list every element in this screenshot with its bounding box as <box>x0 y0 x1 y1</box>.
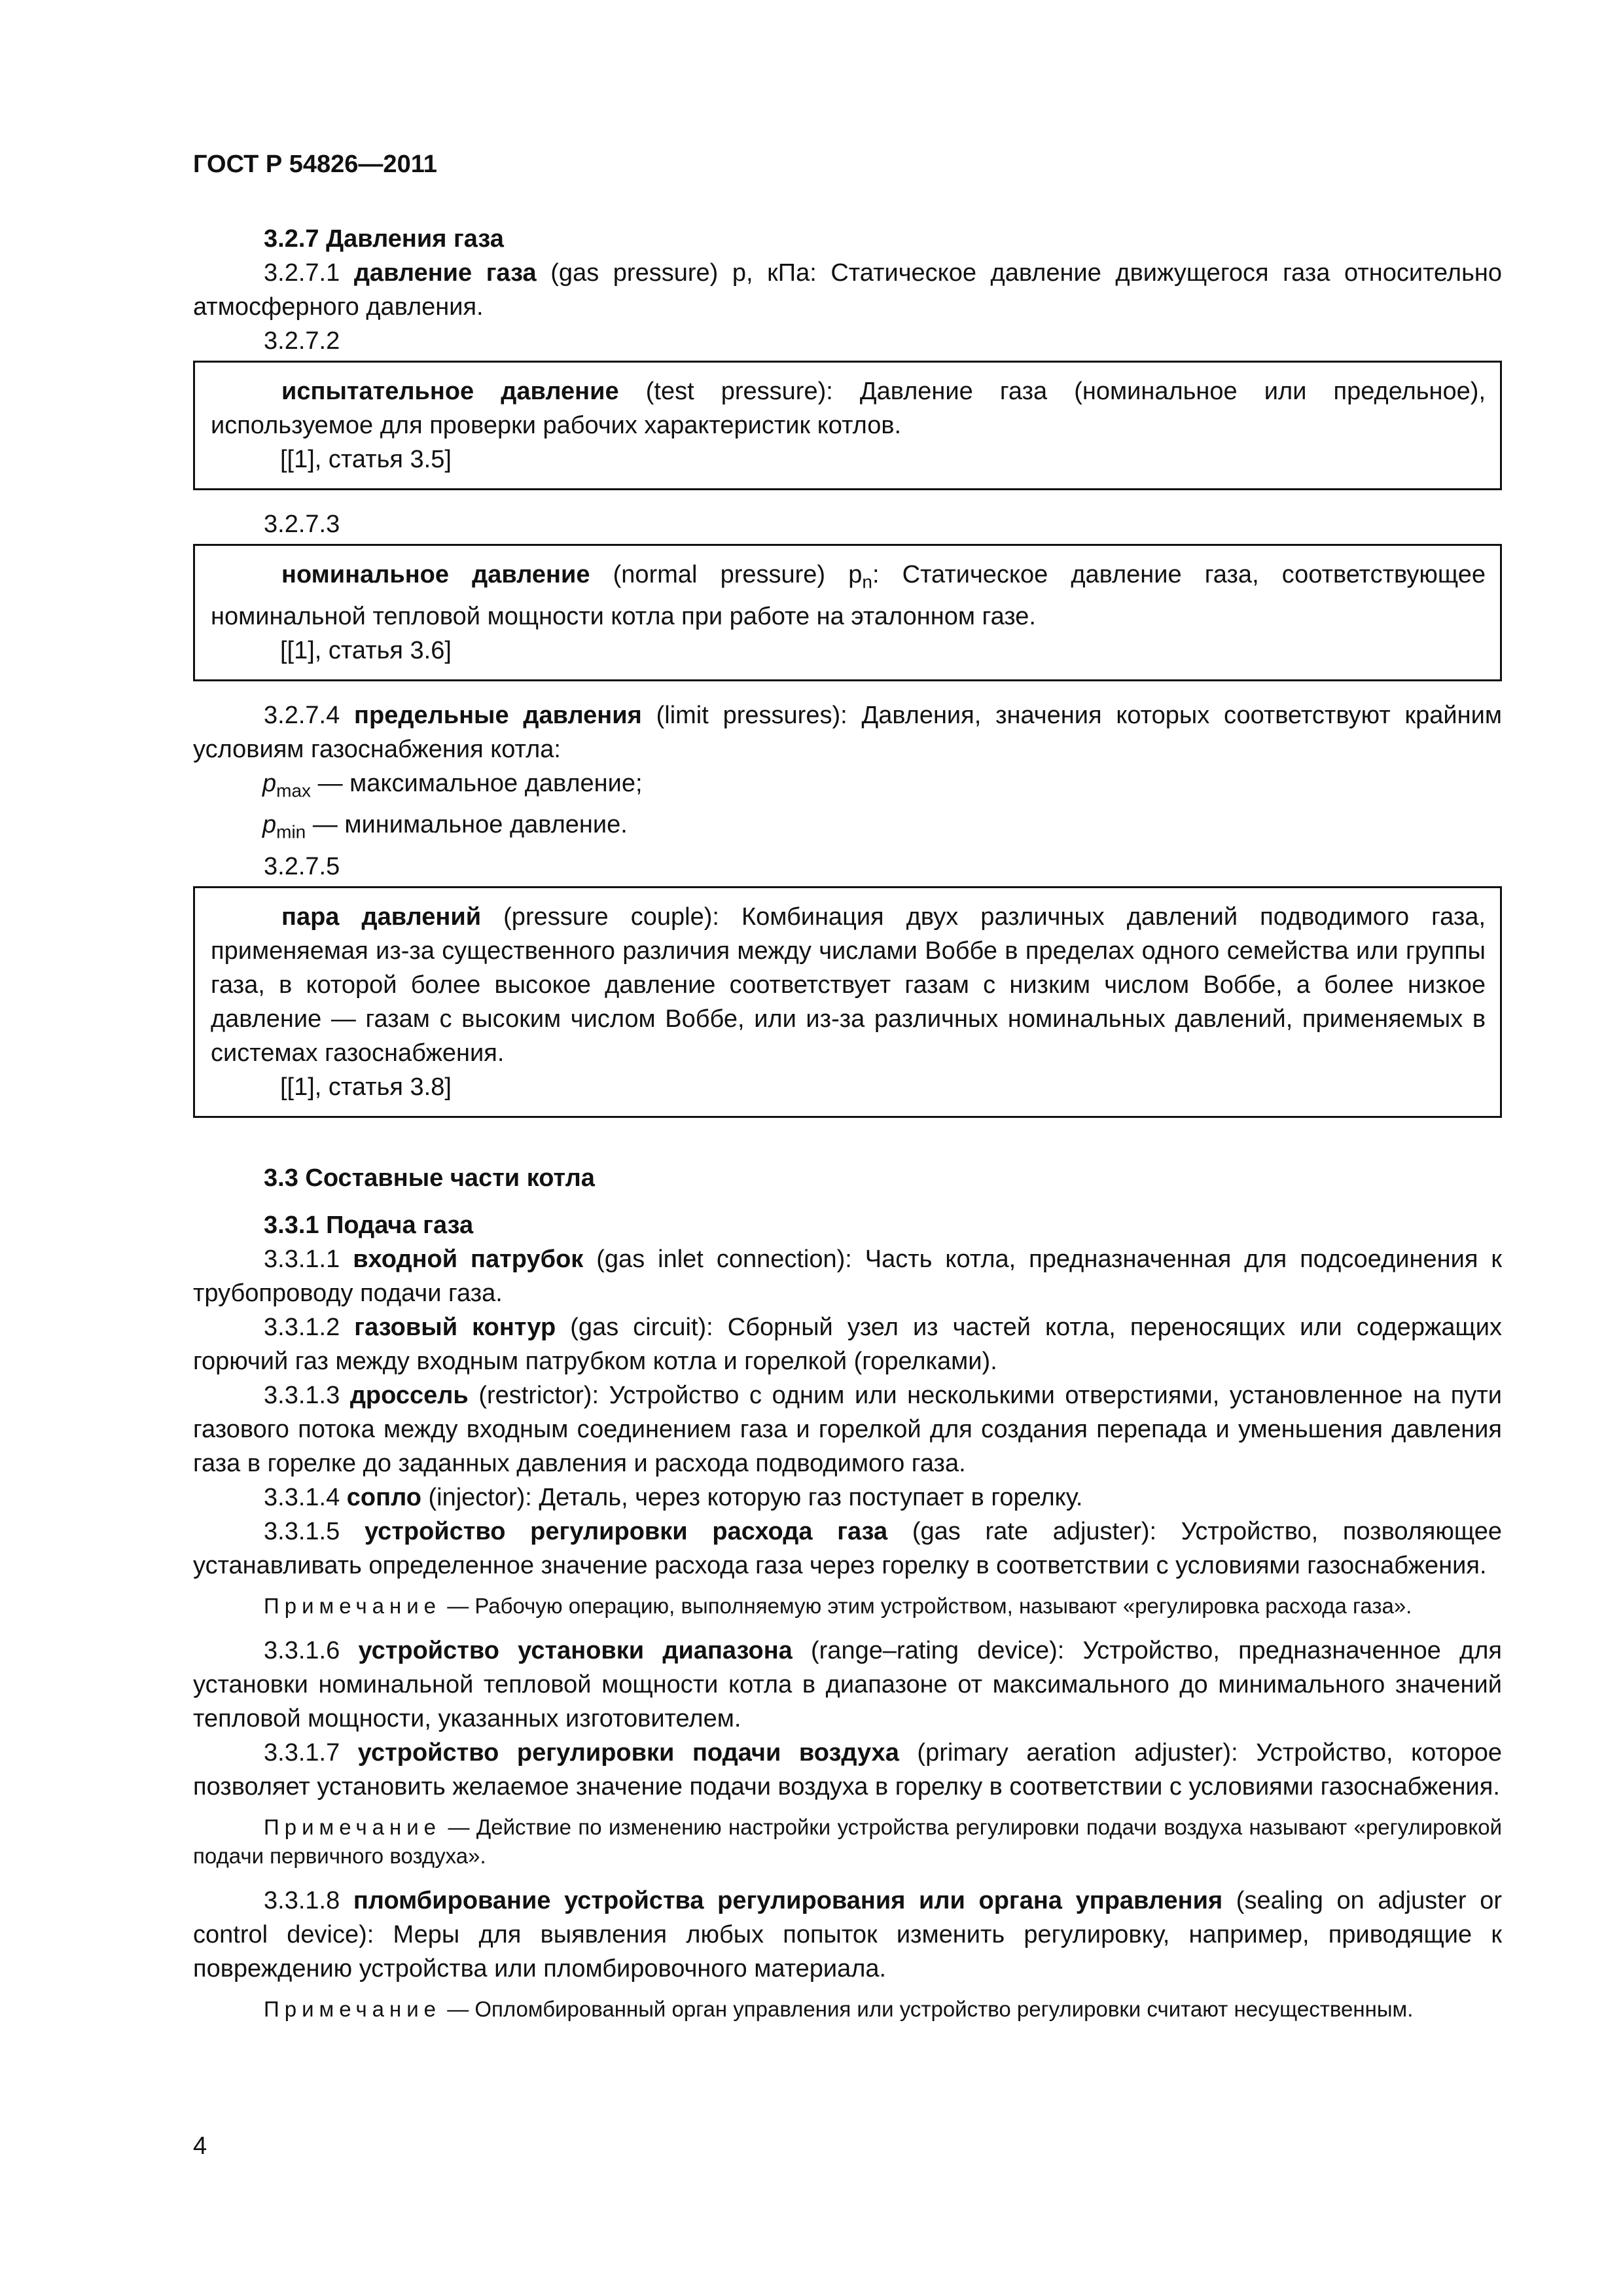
term-name: устройство установки диапазона <box>358 1636 793 1664</box>
note-text: — Опломбированный орган управления или устройство регулировки считают несущественным. <box>447 1996 1414 2021</box>
term-box-3-2-7-3 <box>193 544 1502 681</box>
term-name: предельные давления <box>354 701 642 729</box>
term-number: 3.2.7.1 <box>264 259 340 287</box>
term-definition: (range–rating device): Устройство, предназначенное для установки номинальной тепловой мощности котла в диапазоне от максимального до минимального значений тепловой мощности, указанных изготовителем. <box>193 1636 1502 1732</box>
term-3-3-1-1 <box>193 1242 1502 1310</box>
term-name: устройство регулировки подачи воздуха <box>357 1738 899 1767</box>
term-text <box>211 558 1486 634</box>
term-name: газовый контур <box>354 1313 556 1341</box>
term-name: номинальное давление <box>281 561 590 588</box>
term-number: 3.3.1.2 <box>264 1313 340 1341</box>
term-definition-a: (normal pressure) p <box>613 561 863 588</box>
pmax-text: — максимальное давление; <box>317 769 643 797</box>
term-number: 3.3.1.8 <box>264 1886 340 1914</box>
term-name: входной патрубок <box>353 1245 584 1273</box>
term-3-3-1-8 <box>193 1884 1502 1986</box>
term-definition: (limit pressures): Давления, значения которых соответствуют крайним условиям газоснабжения котла: <box>193 701 1502 763</box>
term-definition-b: : Статическое давление газа, соответствующее номинальной тепловой мощности котла при работе на эталонном газе. <box>211 561 1486 630</box>
note-text: — Рабочую операцию, выполняемую этим устройством, называют «регулировка расхода газа». <box>447 1593 1412 1618</box>
term-name: давление газа <box>353 259 537 287</box>
term-3-3-1-7 <box>193 1736 1502 1804</box>
term-source: [[1], статья 3.8] <box>280 1073 452 1101</box>
term-number: 3.3.1.6 <box>264 1636 340 1664</box>
term-name: пара давлений <box>281 903 482 931</box>
term-number: 3.3.1.4 <box>264 1483 340 1511</box>
note-1 <box>193 1592 1502 1621</box>
term-source: [[1], статья 3.5] <box>280 446 452 473</box>
term-name: сопло <box>346 1483 421 1511</box>
term-number: 3.3.1.3 <box>264 1381 340 1409</box>
term-definition: (gas pressure) p, кПа: Статическое давление движущегося газа относительно атмосферного давления. <box>193 259 1503 321</box>
pmax-subscript: max <box>276 780 312 801</box>
pmin-symbol: p <box>262 811 277 839</box>
term-3-3-1-3 <box>193 1378 1502 1480</box>
term-definition: (pressure couple): Комбинация двух различных давлений подводимого газа, применяемая из-за существенного различия между числами Воббе в пределах одного семейства или группы газа, в которой более высокое давление соответствует газам с низким числом Воббе, а более низкое давление — газам с высоким числом Воббе, или из-за различных номинальных давлений, применяемых в системах газоснабжения. <box>211 903 1486 1067</box>
term-definition: (test pressure): Давление газа (номинальное или предельное), используемое для проверки рабочих характеристик котлов. <box>211 378 1486 439</box>
pmin-text: — минимальное давление. <box>312 811 628 839</box>
term-3-3-1-2 <box>193 1310 1502 1378</box>
term-text <box>211 900 1486 1070</box>
term-definition: (primary aeration adjuster): Устройство, которое позволяет установить желаемое значение подачи воздуха в горелку в соответствии с условиями газоснабжения. <box>193 1738 1502 1801</box>
section-heading-3-3: 3.3 Составные части котла <box>264 1164 595 1192</box>
document-header: ГОСТ Р 54826—2011 <box>193 151 437 178</box>
term-number: 3.3.1.5 <box>264 1517 340 1545</box>
term-number-3-2-7-2: 3.2.7.2 <box>264 327 340 355</box>
pmin-line <box>193 808 1502 850</box>
term-3-2-7-1 <box>193 256 1502 324</box>
term-name: дроссель <box>349 1381 469 1409</box>
pmin-subscript: min <box>276 821 306 842</box>
spacer <box>193 1135 1502 1161</box>
term-name: устройство регулировки расхода газа <box>364 1517 888 1545</box>
pmax-symbol: p <box>262 769 277 797</box>
term-definition: (gas rate adjuster): Устройство, позволяющее устанавливать определенное значение расхода газа через горелку в соответствии с условиями газоснабжения. <box>193 1517 1502 1579</box>
term-box-3-2-7-5 <box>193 886 1502 1118</box>
term-number: 3.3.1.7 <box>264 1738 340 1767</box>
term-3-3-1-5 <box>193 1515 1502 1583</box>
term-number-3-2-7-3: 3.2.7.3 <box>264 511 340 538</box>
term-3-3-1-6 <box>193 1634 1502 1736</box>
spacer <box>193 1195 1502 1208</box>
term-3-2-7-4 <box>193 698 1502 766</box>
note-3 <box>193 1995 1502 2024</box>
term-name: испытательное давление <box>281 378 619 405</box>
term-number: 3.3.1.1 <box>264 1245 340 1273</box>
note-label: Примечание <box>264 1593 442 1618</box>
section-heading-3-2-7: 3.2.7 Давления газа <box>264 225 504 253</box>
pmax-line <box>193 766 1502 808</box>
term-definition: (injector): Деталь, через которую газ поступает в горелку. <box>428 1483 1083 1511</box>
term-source: [[1], статья 3.6] <box>280 636 452 664</box>
document-page <box>193 147 1502 2037</box>
note-text: — Действие по изменению настройки устройства регулировки подачи воздуха называют «регулировкой подачи первичного воздуха». <box>193 1814 1502 1868</box>
note-label: Примечание <box>264 1814 442 1839</box>
term-definition: (restrictor): Устройство с одним или несколькими отверстиями, установленное на пути газового потока между входным соединением газа и горелкой для создания перепада и уменьшения давления газа в горелке до заданных давления и расхода подводимого газа. <box>193 1381 1503 1477</box>
term-box-3-2-7-2 <box>193 361 1502 490</box>
term-definition: (gas circuit): Сборный узел из частей котла, переносящих или содержащих горючий газ между входным патрубком котла и горелкой (горелками). <box>193 1313 1502 1375</box>
term-number: 3.2.7.4 <box>264 701 340 729</box>
term-definition: (gas inlet connection): Часть котла, предназначенная для подсоединения к трубопроводу подачи газа. <box>193 1245 1502 1307</box>
symbol-subscript: n <box>862 571 872 592</box>
note-label: Примечание <box>264 1996 442 2021</box>
note-2 <box>193 1813 1502 1871</box>
term-text <box>211 374 1486 442</box>
term-name: пломбирование устройства регулирования или органа управления <box>353 1886 1223 1914</box>
page-number: 4 <box>193 2132 207 2160</box>
section-heading-3-3-1: 3.3.1 Подача газа <box>264 1211 474 1239</box>
term-3-3-1-4 <box>193 1480 1502 1515</box>
term-definition: (sealing on adjuster or control device): Меры для выявления любых попыток изменить регулировку, например, приводящие к повреждению устройства или пломбировочного материала. <box>193 1886 1503 1982</box>
term-number-3-2-7-5: 3.2.7.5 <box>264 852 340 880</box>
